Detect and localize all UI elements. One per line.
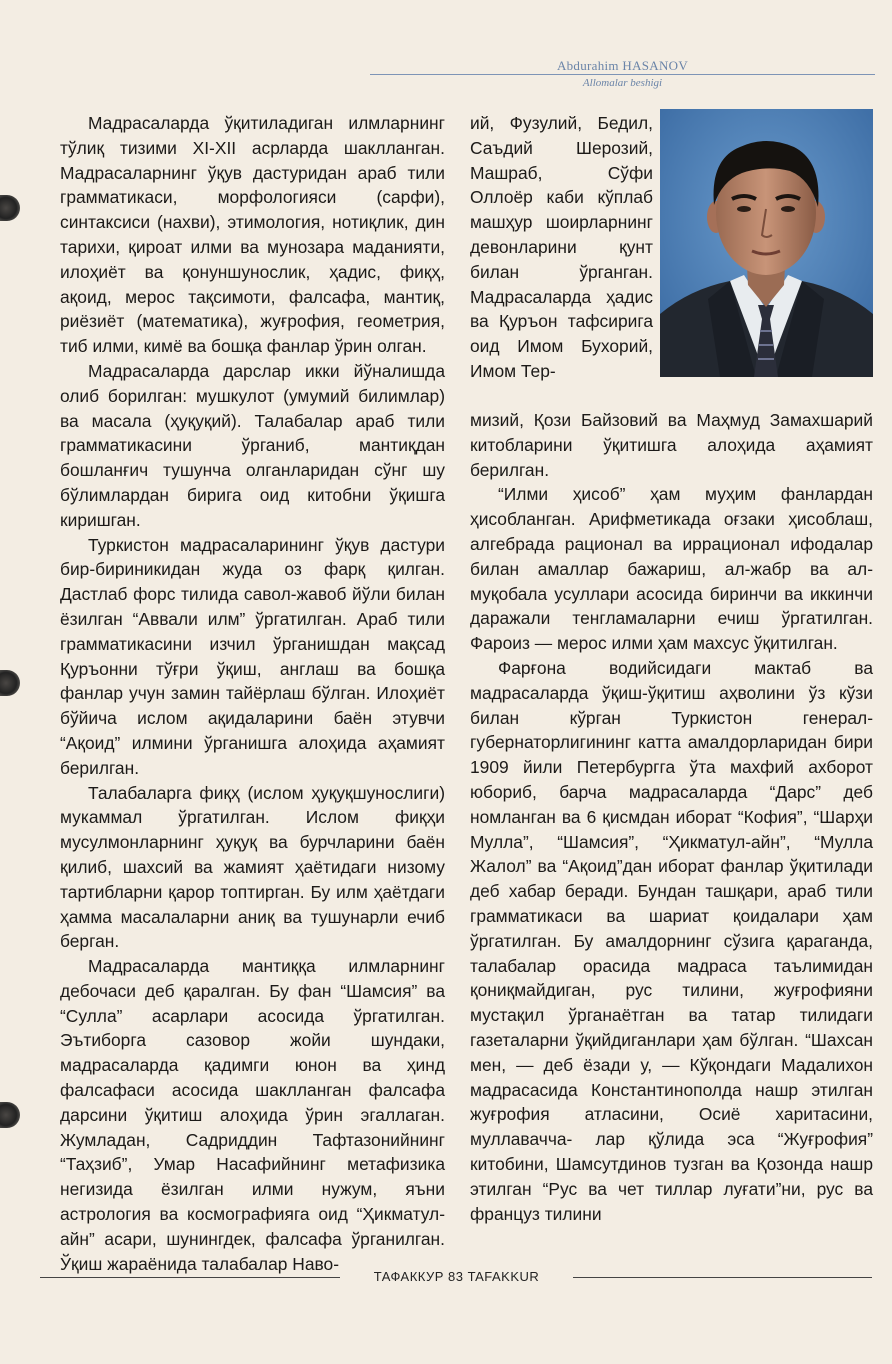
paragraph: Фарғона водийсидаги мактаб ва мадрасаларда ўқиш-ўқитиш аҳволини ўз кўзи билан кўрган Туркистон генерал-губернаторлигининг катта амалдорларидан бири 1909 йили Петербургга ўта махфий ахборот юбориб, барча мадрасаларда “Дарс” деб номланган ва 6 қисмдан иборат “Кофия”, “Шарҳи Мулла”, “Шамсия”, “Ҳикматул-айн”, “Мулла Жалол” ва “Ақоид”дан иборат фанлар ўқитилади деб хабар беради. Бундан ташқари, араб тили грамматикаси ва шариат қоидалари ҳам ўргатилган. Бу амалдорнинг сўзига қараганда, талабалар орасида мадраса таълимидан қониқмайдиган, рус тилини, жуғрофияни мустақил ўрганаётган ва татар тилидаги газеталарни ўқийдиганлари ҳам бўлган. “Шахсан мен, — деб ёзади у, — Кўқондаги Мадалихон мадрасасида Константинополда нашр этилган жуғрофия атласини, Осиё харитасини, муллавачча- лар қўлида эса “Жуғрофия” китобини, Шамсутдинов тузган ва Қозонда нашр этилган “Рус ва чет тиллар луғати”ни, рус ва француз тилини bbox=[470, 657, 873, 1224]
paragraph: Мадрасаларда мантиққа илмларнинг дебочаси деб қаралган. Бу фан “Шамсия” ва “Сулла” асарлари асосида ўргатилган. Эътиборга сазовор жойи шундаки, мадрасаларда қадимги юнон ва ҳинд фалсафаси асосида шаклланган фалсафа дарсини ўқитиш алоҳида ўрин эгаллаган. Жумладан, Садриддин Тафтазонийнинг “Таҳзиб”, Умар Насафийнинг метафизика негизида ёзилган илми нужум, яъни астрология ва космографияга оид “Ҳикматул-айн” асари, шунингдек, фалсафа ўрганилган. Ўқиш жараёнида талабалар Наво- bbox=[60, 956, 445, 1274]
paragraph: “Илми ҳисоб” ҳам муҳим фанлардан ҳисобланган. Арифметикада оғзаки ҳисоблаш, алгебрада рационал ва иррационал ифодалар билан амаллар бажариш, ал-жабр ва ал-муқобала усуллари асосида биринчи ва иккинчи даражали тенгламаларни ечиш ўргатилган. Фароиз — мерос илми ҳам махсус ўқитилган. bbox=[470, 484, 873, 654]
paragraph: Мадрасаларда дарслар икки йўналишда олиб борилган: мушкулот (умумий билимлар) ва масала (ҳуқуқий). Талабалар араб тили грамматикасини ўрганиб, мантиқдан бошланғич тушунча олганларидан сўнг шу бўлимлардан бирига оид китобни ўқишга киришган. bbox=[60, 360, 445, 530]
author-portrait-photo bbox=[660, 109, 873, 377]
footer-rule-right bbox=[573, 1277, 872, 1278]
footer-text: ТАФАККУР 83 TAFAKKUR bbox=[373, 1269, 540, 1284]
paragraph-continuation: ий, Фузулий, Бедил, Саъдий Шерозий, Машраб, Сўфи Оллоёр каби кўплаб машҳур шоирларнинг девонларини қунт билан ўрганган. Мадрасаларда ҳадис ва Қуръон тафсирига оид Имом Бухорий, Имом Тер- bbox=[470, 113, 653, 381]
right-column bbox=[470, 408, 873, 1226]
left-column bbox=[60, 111, 445, 1276]
binder-hole-bottom bbox=[0, 1102, 20, 1128]
header-work-title: Allomalar beshigi bbox=[582, 77, 663, 89]
header-author: Abdurahim HASANOV bbox=[556, 58, 689, 73]
binder-hole-top bbox=[0, 195, 20, 221]
right-column-top bbox=[470, 111, 653, 384]
header-rule bbox=[370, 74, 875, 75]
paragraph: Мадрасаларда ўқитиладиган илмларнинг тўлиқ тизими XI-XII асрларда шаклланган. Мадрасаларнинг ўқув дастуридан араб тили грамматикаси, морфологияси (сарфи), синтаксиси (нахви), этимология, нотиқлик, дин тарихи, қироат илми ва мунозара маданияти, илоҳиёт ва қонуншунослик, ҳадис, фиқҳ, ақоид, мерос тақсимоти, фалсафа, мантиқ, риёзиёт (математика), жуғрофия, геометрия, тиб илми, кимё ва бошқа фанлар ўрин олган. bbox=[60, 113, 445, 357]
binder-hole-middle bbox=[0, 670, 20, 696]
running-header bbox=[370, 58, 875, 89]
paragraph: Туркистон мадрасаларининг ўқув дастури бир-бириникидан жуда оз фарқ қилган. Дастлаб форс тилида савол-жавоб йўли билан ёзилган “Аввали илм” ўргатилган. Араб тили грамматикасини изчил ўрганишдан мақсад Қуръонни тўғри ўқиш, англаш ва бошқа фанлар учун замин тайёрлаш бўлган. Илоҳиёт бўйича ислом ақидаларини баён этувчи “Ақоид” илмини ўрганишга алоҳида аҳамият берилган. bbox=[60, 534, 445, 778]
portrait-illustration bbox=[660, 109, 873, 377]
paragraph-continuation: мизий, Қози Байзовий ва Маҳмуд Замахшарий китобларини ўқитишга алоҳида аҳамият берилган. bbox=[470, 410, 873, 480]
paragraph: Талабаларга фиқҳ (ислом ҳуқуқшунослиги) мукаммал ўргатилган. Ислом фиқҳи мусулмонларнинг ҳуқуқ ва бурчларини баён қилиб, шахсий ва жамият ҳаётидаги низому тартибларни қарор топтирган. Бу илм ҳаётдаги ҳамма масалаларни аниқ ва тушунарли ечиб берган. bbox=[60, 782, 445, 952]
footer-rule-left bbox=[40, 1277, 340, 1278]
page-footer bbox=[40, 1268, 872, 1288]
